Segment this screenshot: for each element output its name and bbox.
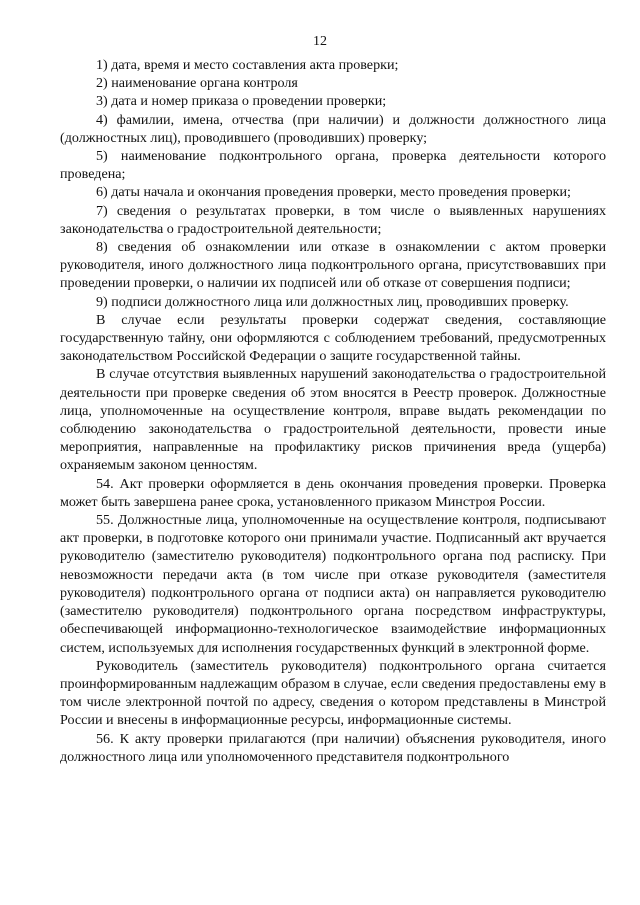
paragraph-item-4: 4) фамилии, имена, отчества (при наличии) и должности должностного лица (должностных лиц), проводившего (проводивших) проверку; — [60, 111, 606, 146]
paragraph-item-2: 2) наименование органа контроля — [96, 75, 298, 92]
paragraph-clause-54: 54. Акт проверки оформляется в день окончания проведения проверки. Проверка может быть завершена ранее срока, установленного приказом Минстроя России. — [60, 475, 606, 510]
paragraph-item-7: 7) сведения о результатах проверки, в том числе о выявленных нарушениях законодательства о градостроительной деятельности; — [60, 202, 606, 237]
paragraph-item-3: 3) дата и номер приказа о проведении проверки; — [96, 93, 387, 110]
paragraph-clause-55: 55. Должностные лица, уполномоченные на осуществление контроля, подписывают акт проверки, в подготовке которого они принимали участие. Подписанный акт вручается руководителю (заместителю руководителя) подконтрольного органа под расписку. При невозможности передачи акта (в том числе при отказе руководителя (заместителя руководителя) подконтрольного органа от подписи акта) он направляется руководителю (заместителю руководителя) подконтрольного органа посредством инфраструктуры, обеспечивающей информационно-технологическое взаимодействие информационных систем, используемых для исполнения государственных функций в электронной форме. — [60, 512, 606, 656]
paragraph-informed: Руководитель (заместитель руководителя) подконтрольного органа считается проинформированным надлежащим образом в случае, если сведения предоставлены ему в том числе электронной почтой по адресу, сведения о котором представлены в Минстрой России и внесены в информационные ресурсы, информационные системы. — [60, 657, 606, 729]
paragraph-item-9: 9) подписи должностного лица или должностных лиц, проводивших проверку. — [96, 293, 569, 310]
page-number: 12 — [313, 34, 327, 49]
paragraph-clause-56: 56. К акту проверки прилагаются (при наличии) объяснения руководителя, иного должностного лица или уполномоченного представителя подконтрольного — [60, 730, 606, 765]
paragraph-no-violations: В случае отсутствия выявленных нарушений законодательства о градостроительной деятельности при проверке сведения об этом вносятся в Реестр проверок. Должностные лица, уполномоченные на осуществление контроля, вправе выдать рекомендации по соблюдению законодательства о градостроительной деятельности, провести иные мероприятия, направленные на профилактику рисков причинения вреда (ущерба) охраняемым законом ценностям. — [60, 366, 606, 474]
document-body — [60, 56, 606, 766]
paragraph-item-5: 5) наименование подконтрольного органа, проверка деятельности которого проведена; — [60, 148, 606, 183]
paragraph-item-1: 1) дата, время и место составления акта проверки; — [96, 57, 399, 73]
paragraph-item-8: 8) сведения об ознакомлении или отказе в ознакомлении с актом проверки руководителя, иного должностного лица подконтрольного органа, присутствовавших при проведении проверки, о наличии их подписей или об отказе от совершения подписи; — [60, 239, 606, 292]
paragraph-state-secret: В случае если результаты проверки содержат сведения, составляющие государственную тайну, они оформляются с соблюдением требований, предусмотренных законодательством Российской Федерации о защите государственной тайны. — [60, 311, 606, 365]
paragraph-item-6: 6) даты начала и окончания проведения проверки, место проведения проверки; — [96, 184, 571, 201]
